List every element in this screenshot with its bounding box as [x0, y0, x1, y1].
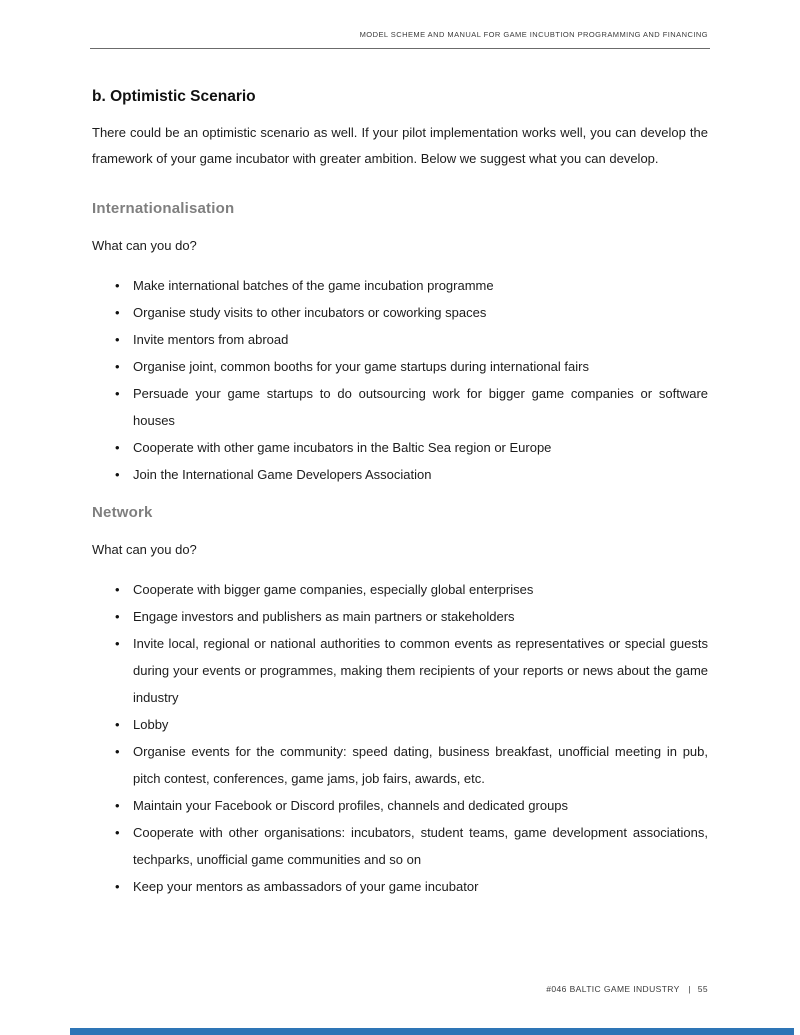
- list-item: [92, 738, 708, 792]
- bullet-list: [92, 576, 708, 900]
- list-item-text: Maintain your Facebook or Discord profiles, channels and dedicated groups: [133, 798, 569, 813]
- list-item: [92, 380, 708, 434]
- bullet-icon: •: [115, 879, 120, 894]
- list-item-text: Invite mentors from abroad: [133, 332, 289, 347]
- footer-accent-bar: [70, 1028, 794, 1035]
- bullet-icon: •: [115, 278, 120, 293]
- bullet-icon: •: [115, 636, 120, 651]
- list-item: [92, 792, 708, 819]
- bullet-icon: •: [115, 467, 120, 482]
- bullet-icon: •: [115, 359, 120, 374]
- footer-page-number: 55: [697, 984, 708, 994]
- bullet-icon: •: [115, 717, 120, 732]
- bullet-icon: •: [115, 582, 120, 597]
- list-item-text: Cooperate with bigger game companies, especially global enterprises: [133, 582, 534, 597]
- list-item-text: Engage investors and publishers as main partners or stakeholders: [133, 609, 515, 624]
- section-internationalisation: [92, 200, 708, 488]
- list-item-text: Lobby: [133, 717, 169, 732]
- intro-paragraph: There could be an optimistic scenario as well. If your pilot implementation works well, you can develop the framework of your game incubator with greater ambition. Below we suggest what you can develop.: [92, 125, 708, 166]
- list-item: [92, 603, 708, 630]
- section-title: Network: [92, 504, 153, 521]
- list-item: [92, 819, 708, 873]
- list-item: [92, 873, 708, 900]
- list-item: [92, 299, 708, 326]
- bullet-icon: •: [115, 386, 120, 401]
- section-network: [92, 504, 708, 900]
- list-item: [92, 353, 708, 380]
- list-item-text: Organise study visits to other incubators or coworking spaces: [133, 305, 487, 320]
- list-item-text: Make international batches of the game incubation programme: [133, 278, 494, 293]
- list-item-text: Persuade your game startups to do outsourcing work for bigger game companies or software houses: [133, 386, 708, 428]
- footer-label: #046 BALTIC GAME INDUSTRY: [546, 984, 680, 994]
- list-item: [92, 461, 708, 488]
- bullet-icon: •: [115, 744, 120, 759]
- list-item-text: Invite local, regional or national authorities to common events as representatives or special guests during your events or programmes, making them recipients of your reports or news about the game industry: [133, 636, 708, 705]
- bullet-icon: •: [115, 825, 120, 840]
- list-item: [92, 630, 708, 711]
- section-title: Internationalisation: [92, 200, 235, 217]
- section-prompt: What can you do?: [92, 542, 197, 557]
- bullet-icon: •: [115, 798, 120, 813]
- page-content: [92, 88, 708, 910]
- list-item: [92, 272, 708, 299]
- list-item: [92, 434, 708, 461]
- scenario-heading: b. Optimistic Scenario: [92, 88, 256, 105]
- bullet-icon: •: [115, 609, 120, 624]
- bullet-icon: •: [115, 332, 120, 347]
- list-item: [92, 326, 708, 353]
- list-item-text: Cooperate with other game incubators in the Baltic Sea region or Europe: [133, 440, 552, 455]
- list-item-text: Organise events for the community: speed dating, business breakfast, unofficial meeting in pub, pitch contest, conferences, game jams, job fairs, awards, etc.: [133, 744, 708, 786]
- bullet-icon: •: [115, 305, 120, 320]
- list-item: [92, 711, 708, 738]
- list-item-text: Keep your mentors as ambassadors of your game incubator: [133, 879, 479, 894]
- list-item-text: Cooperate with other organisations: incubators, student teams, game development associations, techparks, unofficial game communities and so on: [133, 825, 708, 867]
- list-item-text: Organise joint, common booths for your game startups during international fairs: [133, 359, 589, 374]
- section-prompt: What can you do?: [92, 238, 197, 253]
- running-header: MODEL SCHEME AND MANUAL FOR GAME INCUBTION PROGRAMMING AND FINANCING: [359, 30, 708, 39]
- page-footer: [546, 984, 708, 994]
- header-divider: [90, 48, 710, 49]
- list-item: [92, 576, 708, 603]
- bullet-list: [92, 272, 708, 488]
- bullet-icon: •: [115, 440, 120, 455]
- footer-separator: |: [688, 984, 691, 994]
- list-item-text: Join the International Game Developers Association: [133, 467, 432, 482]
